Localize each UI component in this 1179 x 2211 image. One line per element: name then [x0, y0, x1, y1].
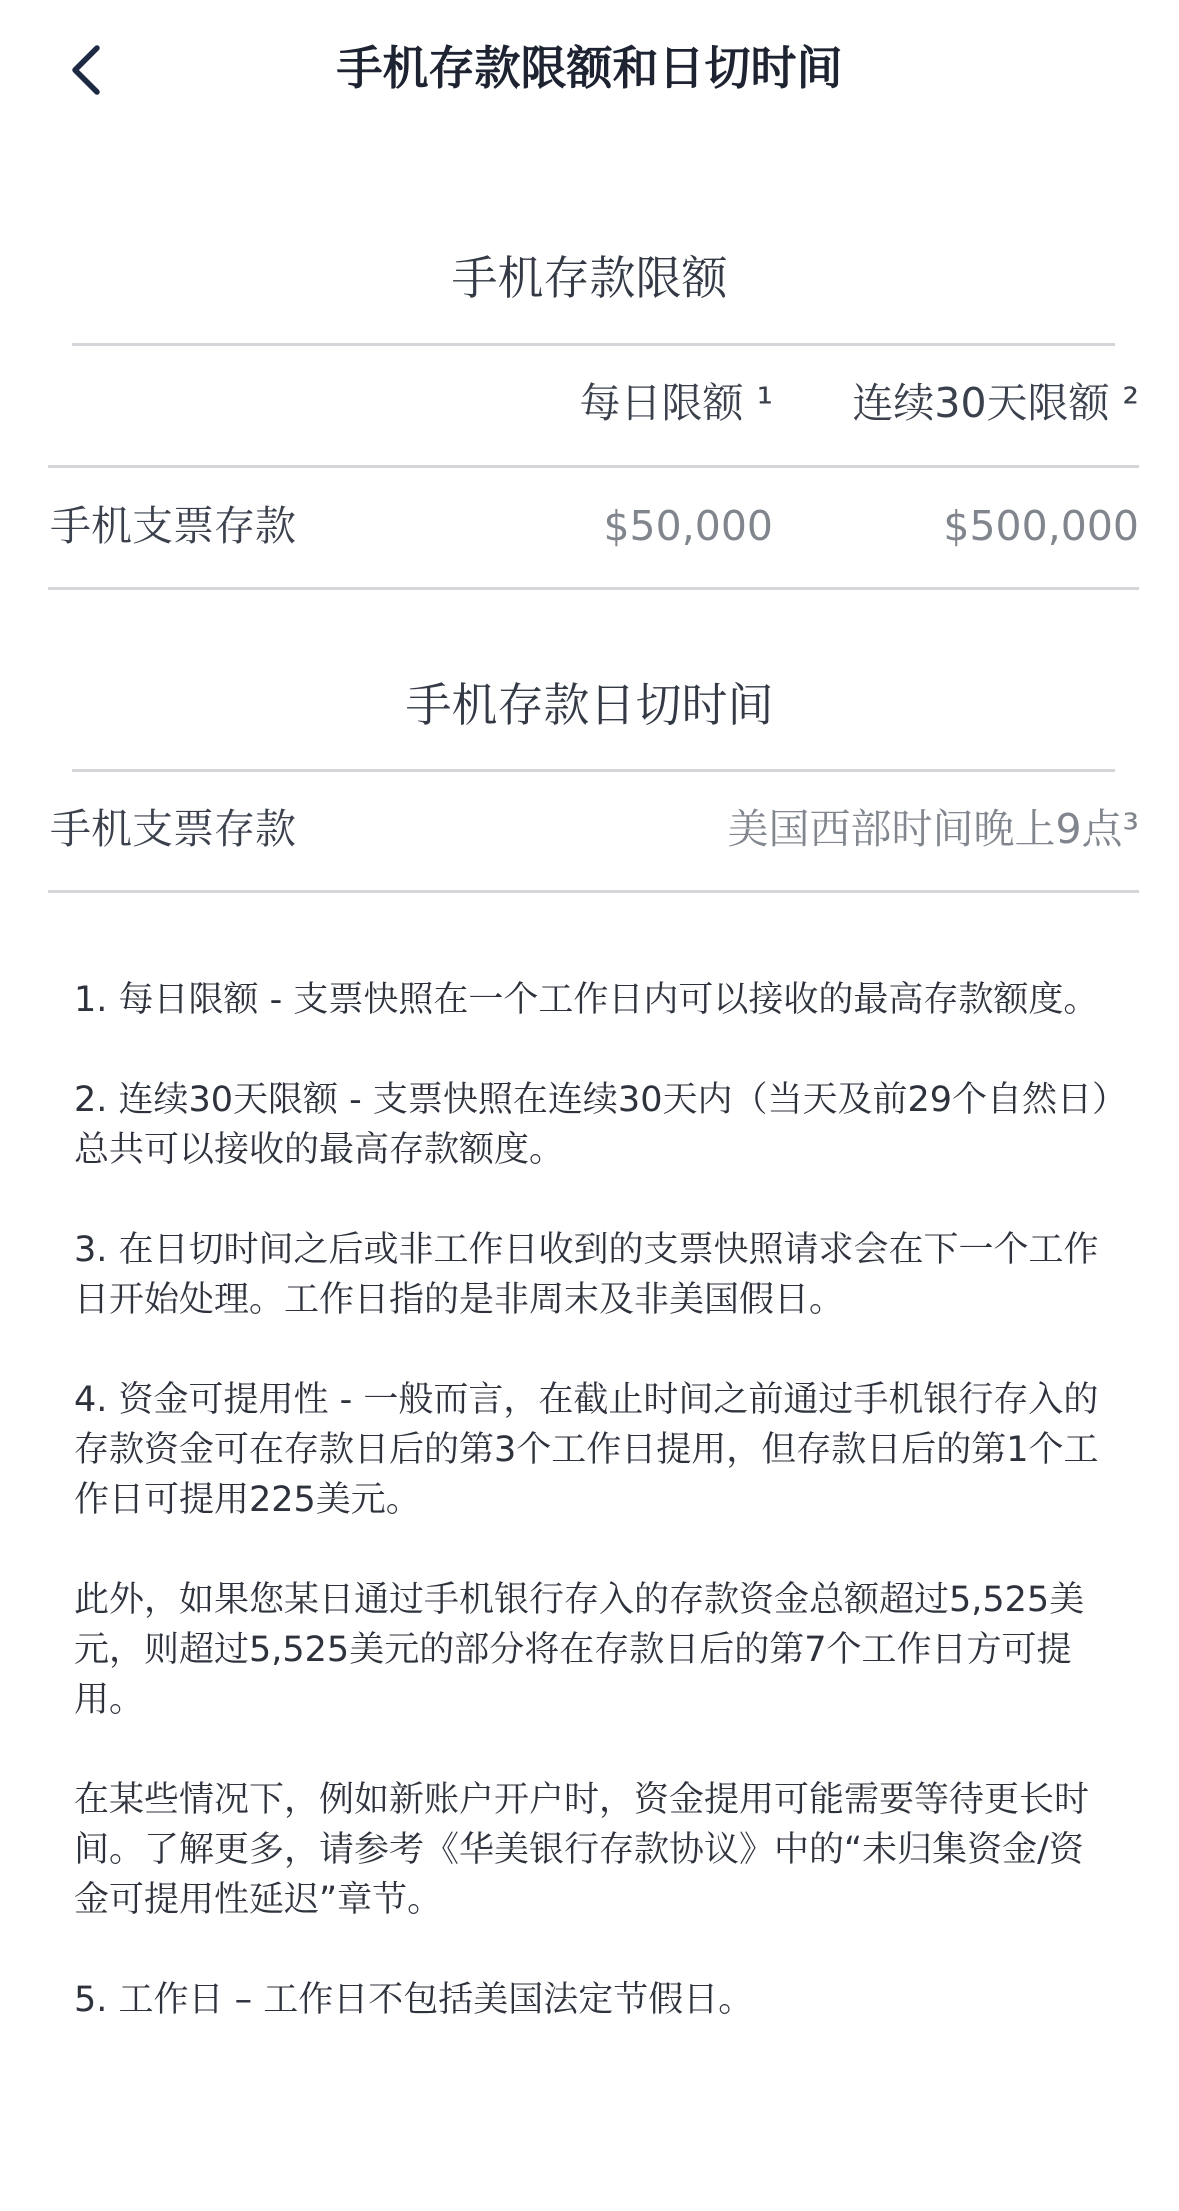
- thirty-day-limit-value: $500,000: [943, 502, 1139, 550]
- daily-limit-header: 每日限额 ¹: [579, 379, 773, 427]
- footnote-3: 3. 在日切时间之后或非工作日收到的支票快照请求会在下一个工作日开始处理。工作日指的是非周末及非美国假日。: [74, 1230, 1099, 1320]
- limits-section-title: 手机存款限额: [451, 251, 728, 305]
- footnote-4-exceptions: 在某些情况下，例如新账户开户时，资金提用可能需要等待更长时间。了解更多，请参考《华美银行存款协议》中的“未归集资金/资金可提用性延迟”章节。: [74, 1780, 1090, 1920]
- cutoff-time-value: 美国西部时间晚上9点³: [727, 805, 1139, 853]
- divider: [48, 465, 1139, 468]
- footnote-4-additional: 此外，如果您某日通过手机银行存入的存款资金总额超过5,525美元，则超过5,525美元的部分将在存款日后的第7个工作日方可提用。: [74, 1580, 1085, 1720]
- page-title: 手机存款限额和日切时间: [336, 41, 843, 95]
- thirty-day-limit-header: 连续30天限额 ²: [852, 379, 1139, 427]
- footnotes: [74, 975, 1114, 2075]
- footnote-4: 4. 资金可提用性 - 一般而言，在截止时间之前通过手机银行存入的存款资金可在存款日后的第3个工作日提用，但存款日后的第1个工作日可提用225美元。: [74, 1380, 1099, 1520]
- daily-limit-value: $50,000: [603, 502, 773, 550]
- footnote-1: 1. 每日限额 - 支票快照在一个工作日内可以接收的最高存款额度。: [74, 980, 1099, 1020]
- divider: [72, 343, 1115, 346]
- footnote-2: 2. 连续30天限额 - 支票快照在连续30天内（当天及前29个自然日）总共可以接收的最高存款额度。: [74, 1080, 1110, 1170]
- cutoff-section-title: 手机存款日切时间: [405, 678, 774, 732]
- divider: [72, 769, 1115, 772]
- header-bar: [0, 0, 1179, 140]
- divider: [48, 587, 1139, 590]
- divider: [48, 890, 1139, 893]
- row-label-mobile-check-deposit: 手机支票存款: [50, 502, 296, 550]
- footnote-5: 5. 工作日 – 工作日不包括美国法定节假日。: [74, 1980, 754, 2020]
- row-label-mobile-check-deposit: 手机支票存款: [50, 805, 296, 853]
